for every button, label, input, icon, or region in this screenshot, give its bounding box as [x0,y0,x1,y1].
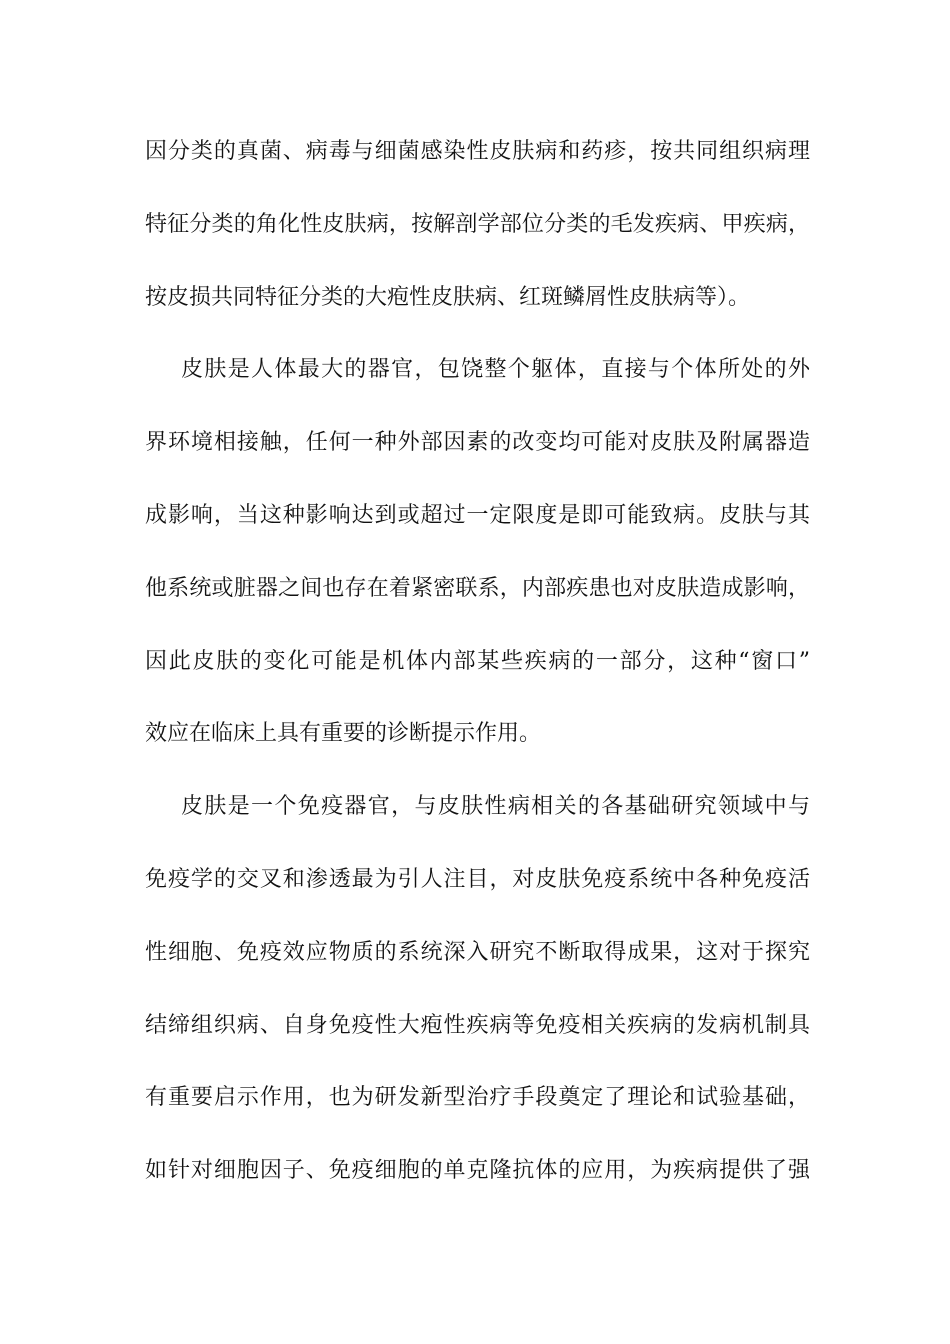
text-line: 效应在临床上具有重要的诊断提示作用。 [145,721,542,747]
text-line: 性细胞、免疫效应物质的系统深入研究不断取得成果，这对于探究 [145,939,810,965]
text-line: 按皮损共同特征分类的大疱性皮肤病、红斑鳞屑性皮肤病等）。 [145,284,751,310]
paragraph-first-line: 皮肤是一个免疫器官，与皮肤性病相关的各基础研究领域中与 [181,794,810,820]
text-line: 界环境相接触，任何一种外部因素的改变均可能对皮肤及附属器造 [145,430,810,456]
text-line: 免疫学的交叉和渗透最为引人注目，对皮肤免疫系统中各种免疫活 [145,866,810,892]
text-line: 特征分类的角化性皮肤病，按解剖学部位分类的毛发疾病、甲疾病， [145,211,810,237]
text-line: 如针对细胞因子、免疫细胞的单克隆抗体的应用，为疾病提供了强 [145,1158,810,1184]
body-text [145,126,810,1218]
text-line: 有重要启示作用，也为研发新型治疗手段奠定了理论和试验基础， [145,1085,810,1111]
text-line: 因分类的真菌、病毒与细菌感染性皮肤病和药疹，按共同组织病理 [145,139,810,164]
text-line: 成影响，当这种影响达到或超过一定限度是即可能致病。皮肤与其 [145,502,810,528]
text-line: 结缔组织病、自身免疫性大疱性疾病等免疫相关疾病的发病机制具 [145,1012,810,1038]
text-line: 他系统或脏器之间也存在着紧密联系，内部疾患也对皮肤造成影响， [145,575,810,601]
text-line: 因此皮肤的变化可能是机体内部某些疾病的一部分，这种“窗口” [145,648,810,674]
paragraph-first-line: 皮肤是人体最大的器官，包饶整个躯体，直接与个体所处的外 [181,357,810,383]
